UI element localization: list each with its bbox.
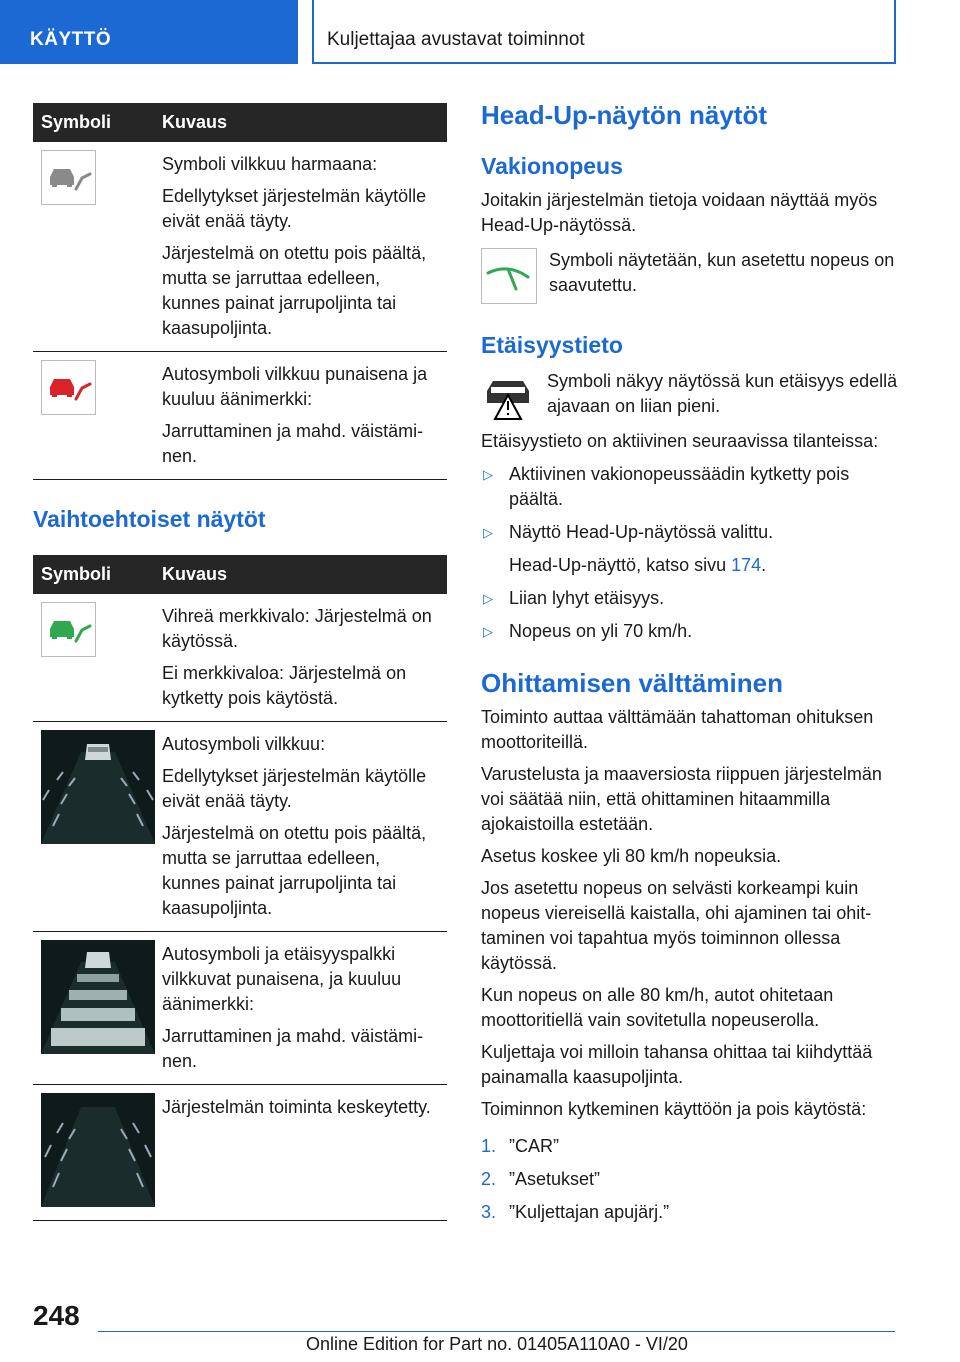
- car-gray-gauge-icon: [41, 150, 96, 205]
- description-line: Autosymboli ja etäisyyspalkki vilkkuvat punaisena, ja kuuluu äänimerkki:: [162, 944, 402, 1014]
- car-warning-triangle-icon: [481, 369, 535, 423]
- description-line: Järjestelmä on otettu pois päältä, mutta se jarruttaa edelleen, kunnes painat jarrupoljinta tai kaasupoljinta.: [162, 243, 427, 338]
- table-row: [33, 1085, 447, 1221]
- list-item: ▷ Näyttö Head-Up-näytössä valittu. Head-Up-näyttö, katso sivu 174.: [481, 520, 901, 578]
- symbol-table-2: [33, 555, 447, 1221]
- section-title-ohittaminen: Ohittamisen välttäminen: [481, 668, 783, 698]
- body-paragraph: Toiminto auttaa välttämään tahattoman ohituksen moottoriteillä.: [481, 707, 874, 752]
- body-paragraph: Etäisyystieto on aktiivinen seuraavissa tilanteissa:: [481, 431, 879, 451]
- column-header-symbol: Symboli: [33, 103, 162, 142]
- icon-row: [481, 248, 901, 304]
- description-line: Järjestelmän toiminta keskeytetty.: [162, 1097, 431, 1117]
- body-paragraph: Joitakin järjestelmän tietoja voidaan näyttää myös Head-Up-näytössä.: [481, 190, 878, 235]
- footer-edition: Online Edition for Part no. 01405A110A0 - VI/20: [306, 1334, 688, 1354]
- description-line: Ei merkkivaloa: Järjestelmä on kytketty pois käytöstä.: [162, 663, 407, 708]
- left-column: [33, 103, 447, 1221]
- description-line: Symboli vilkkuu harmaana:: [162, 154, 378, 174]
- body-paragraph: Kuljettaja voi milloin tahansa ohittaa tai kiihdyttää painamalla kaasupoljinta.: [481, 1042, 873, 1087]
- section-title-etaisyystieto: Etäisyystieto: [481, 332, 623, 358]
- description-line: Jarruttaminen ja mahd. väistäminen.: [162, 1026, 424, 1071]
- right-column: [481, 100, 901, 1233]
- car-red-gauge-icon: [41, 360, 96, 415]
- symbol-table-1: [33, 103, 447, 480]
- list-item: 2. ”Asetukset”: [481, 1169, 601, 1189]
- table-row: [33, 932, 447, 1085]
- list-item: ▷ Aktiivinen vakionopeussäädin kytketty pois päältä.: [483, 464, 850, 509]
- ohittaminen-body: [481, 705, 901, 1122]
- list-item: ▷ Nopeus on yli 70 km/h.: [481, 619, 901, 644]
- icon-description: Symboli näkyy näytössä kun etäisyys edellä ajavaan on liian pieni.: [547, 371, 898, 416]
- list-item: 3. ”Kuljettajan apujärj.”: [481, 1202, 670, 1222]
- list-item: ▷ Liian lyhyt etäisyys.: [481, 586, 901, 611]
- list-item: 1. ”CAR”: [481, 1136, 559, 1156]
- steps-list: [481, 1134, 901, 1225]
- table-header: [33, 555, 447, 594]
- footer-divider: [98, 1331, 895, 1332]
- page-reference-link[interactable]: 174: [731, 555, 762, 575]
- body-paragraph: Toiminnon kytkeminen käyttöön ja pois käytöstä:: [481, 1099, 867, 1119]
- lane-empty-icon: [41, 1093, 155, 1207]
- description-line: Autosymboli vilkkuu:: [162, 734, 326, 754]
- description-line: Edellytykset järjestelmän käytölle eivät enää täyty.: [162, 186, 427, 231]
- section-title-alternative-displays: Vaihtoehtoiset näytöt: [33, 506, 266, 532]
- column-header-description: Kuvaus: [162, 103, 447, 142]
- section-tab: KÄYTTÖ: [0, 0, 298, 64]
- table-row: [33, 722, 447, 932]
- description-line: Jarruttaminen ja mahd. väistäminen.: [162, 421, 424, 466]
- table-header: [33, 103, 447, 142]
- icon-description: Symboli näytetään, kun asetettu nopeus on saavutettu.: [549, 250, 895, 295]
- lane-car-icon: [41, 730, 155, 844]
- bullet-list: [481, 462, 901, 644]
- body-paragraph: Jos asetettu nopeus on selvästi korkeampi kuin nopeus viereisellä kaistalla, ohi ajaminen tai ohittaminen voi tapahtua myös toiminnon ollessa käytössä.: [481, 878, 872, 973]
- triangle-bullet-icon: ▷: [483, 525, 493, 540]
- body-paragraph: Varustelusta ja maaversiosta riippuen järjestelmän voi säätää niin, että ohittaminen hitaammilla ajokaistoilla estetään.: [481, 764, 882, 834]
- page-number: 248: [33, 1300, 80, 1331]
- page-title: Head-Up-näytön näytöt: [481, 100, 767, 130]
- body-paragraph: Asetus koskee yli 80 km/h nopeuksia.: [481, 846, 782, 866]
- description-line: Vihreä merkkivalo: Järjestelmä on käytössä.: [162, 606, 432, 651]
- description-line: Järjestelmä on otettu pois päältä, mutta se jarruttaa edelleen, kunnes painat jarrupoljinta tai kaasupoljinta.: [162, 823, 427, 918]
- triangle-bullet-icon: ▷: [483, 467, 493, 482]
- lane-car-distance-bars-icon: [41, 940, 155, 1054]
- body-paragraph: Kun nopeus on alle 80 km/h, autot ohitetaan moottoritiellä vain sovitetulla nopeuserolla.: [481, 985, 834, 1030]
- section-title-vakionopeus: Vakionopeus: [481, 153, 623, 179]
- description-line: Autosymboli vilkkuu punaisena ja kuuluu äänimerkki:: [162, 364, 428, 409]
- triangle-bullet-icon: ▷: [483, 624, 493, 639]
- description-line: Edellytykset järjestelmän käytölle eivät enää täyty.: [162, 766, 427, 811]
- car-green-gauge-icon: [41, 602, 96, 657]
- list-item-note: Head-Up-näyttö, katso sivu 174.: [509, 555, 767, 575]
- speed-gauge-icon: [481, 248, 537, 304]
- column-header-description: Kuvaus: [162, 555, 447, 594]
- column-header-symbol: Symboli: [33, 555, 162, 594]
- triangle-bullet-icon: ▷: [483, 591, 493, 606]
- table-row: [33, 594, 447, 722]
- table-row: [33, 142, 447, 352]
- chapter-title: Kuljettajaa avustavat toiminnot: [312, 0, 896, 64]
- table-row: [33, 352, 447, 480]
- icon-row: [481, 369, 901, 423]
